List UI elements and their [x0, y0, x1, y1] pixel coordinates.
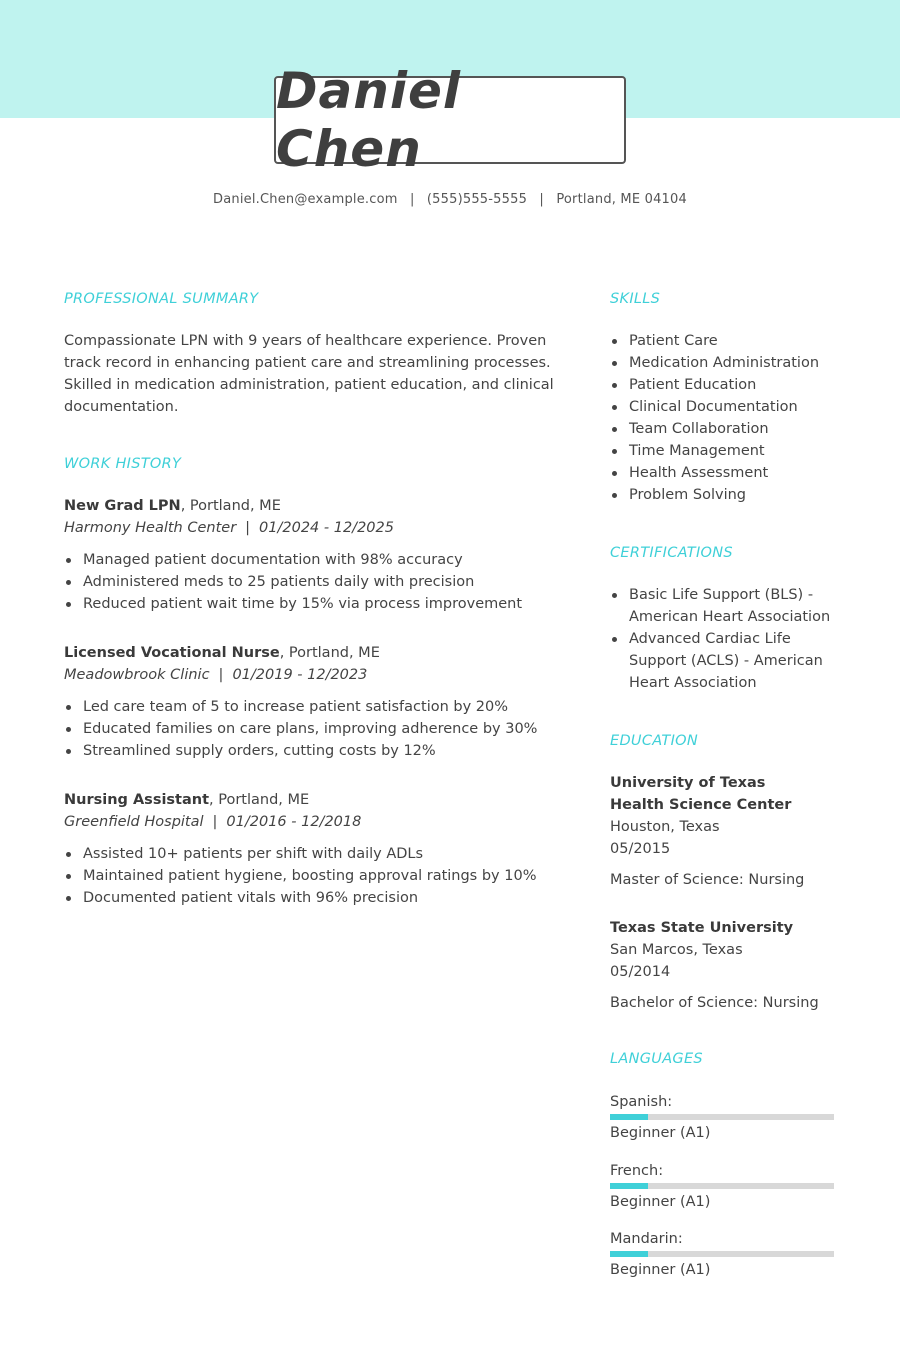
job-location: , Portland, ME [279, 645, 380, 661]
list-item: Educated families on care plans, improving adherence by 30% [64, 718, 564, 740]
language-name: Mandarin: [610, 1231, 683, 1247]
job-title-line [64, 495, 564, 517]
certifications-heading: CERTIFICATIONS [610, 545, 733, 561]
job-dates: 01/2024 - 12/2025 [259, 520, 394, 536]
list-item: Administered meds to 25 patients daily with precision [64, 571, 564, 593]
education-heading: EDUCATION [610, 733, 699, 749]
job-bullets [64, 549, 564, 615]
education-school: Texas State University [610, 920, 794, 936]
list-item: Maintained patient hygiene, boosting approval ratings by 10% [64, 865, 564, 887]
proficiency-bar-fill [610, 1183, 648, 1189]
job-separator: | [212, 814, 218, 830]
language-level: Beginner (A1) [610, 1125, 711, 1141]
skills-heading: SKILLS [610, 291, 661, 307]
name-box [274, 62, 626, 178]
contact-email[interactable]: Daniel.Chen@example.com [213, 192, 398, 207]
education-entry [610, 917, 845, 1014]
list-item: Assisted 10+ patients per shift with daily ADLs [64, 843, 564, 865]
education-location: Houston, Texas [610, 819, 720, 835]
education-date: 05/2015 [610, 841, 671, 857]
work-history-heading: WORK HISTORY [64, 456, 182, 472]
candidate-name: Daniel Chen [276, 62, 462, 178]
education-school: University of Texas Health Science Center [610, 775, 792, 813]
summary-heading: PROFESSIONAL SUMMARY [64, 291, 259, 307]
contact-line [0, 192, 900, 207]
job-company-line [64, 664, 564, 686]
contact-location: Portland, ME 04104 [556, 192, 687, 207]
job-location: , Portland, ME [180, 498, 281, 514]
language-entry [610, 1092, 834, 1143]
job-company-line [64, 517, 564, 539]
proficiency-bar [610, 1114, 834, 1120]
list-item: Time Management [610, 440, 845, 462]
job-entry [64, 789, 564, 909]
job-separator: | [245, 520, 251, 536]
education-date: 05/2014 [610, 964, 671, 980]
job-dates: 01/2019 - 12/2023 [232, 667, 368, 683]
certifications-list [610, 584, 840, 694]
list-item: Team Collaboration [610, 418, 845, 440]
language-entry [610, 1229, 834, 1280]
job-title-line [64, 789, 564, 811]
job-company: Greenfield Hospital [64, 814, 204, 830]
list-item: Basic Life Support (BLS) - American Heart Association [610, 584, 840, 628]
list-item: Patient Education [610, 374, 845, 396]
job-separator: | [218, 667, 224, 683]
job-role: New Grad LPN [64, 498, 181, 514]
languages-heading: LANGUAGES [610, 1051, 703, 1067]
list-item: Advanced Cardiac Life Support (ACLS) - American Heart Association [610, 628, 840, 694]
language-level: Beginner (A1) [610, 1262, 711, 1278]
language-level: Beginner (A1) [610, 1194, 711, 1210]
list-item: Health Assessment [610, 462, 845, 484]
job-role: Licensed Vocational Nurse [64, 645, 280, 661]
list-item: Patient Care [610, 330, 845, 352]
list-item: Medication Administration [610, 352, 845, 374]
job-company: Meadowbrook Clinic [64, 667, 210, 683]
language-name: Spanish: [610, 1094, 673, 1110]
job-entry [64, 642, 564, 762]
list-item: Clinical Documentation [610, 396, 845, 418]
language-name: French: [610, 1163, 664, 1179]
job-company-line [64, 811, 564, 833]
summary-text: Compassionate LPN with 9 years of healthcare experience. Proven track record in enhancing patient care and streamlining processes. Skilled in medication administration, patient education, and clinical documentation. [64, 333, 554, 415]
education-degree: Master of Science: Nursing [610, 872, 805, 888]
proficiency-bar-fill [610, 1114, 648, 1120]
contact-phone[interactable]: (555)555-5555 [426, 192, 528, 207]
list-item: Documented patient vitals with 96% precision [64, 887, 564, 909]
proficiency-bar [610, 1183, 834, 1189]
job-company: Harmony Health Center [64, 520, 237, 536]
job-dates: 01/2016 - 12/2018 [226, 814, 362, 830]
job-entry [64, 495, 564, 615]
job-location: , Portland, ME [209, 792, 310, 808]
job-bullets [64, 696, 564, 762]
list-item: Managed patient documentation with 98% accuracy [64, 549, 564, 571]
education-entry [610, 772, 810, 891]
proficiency-bar [610, 1251, 834, 1257]
language-entry [610, 1161, 834, 1212]
contact-separator: | [409, 192, 415, 207]
job-role: Nursing Assistant [64, 792, 210, 808]
job-bullets [64, 843, 564, 909]
contact-separator: | [539, 192, 544, 207]
job-title-line [64, 642, 564, 664]
list-item: Reduced patient wait time by 15% via process improvement [64, 593, 564, 615]
skills-list [610, 330, 845, 506]
proficiency-bar-fill [610, 1251, 648, 1257]
list-item: Problem Solving [610, 484, 845, 506]
list-item: Led care team of 5 to increase patient satisfaction by 20% [64, 696, 564, 718]
education-location: San Marcos, Texas [610, 942, 743, 958]
list-item: Streamlined supply orders, cutting costs by 12% [64, 740, 564, 762]
education-degree: Bachelor of Science: Nursing [610, 995, 819, 1011]
